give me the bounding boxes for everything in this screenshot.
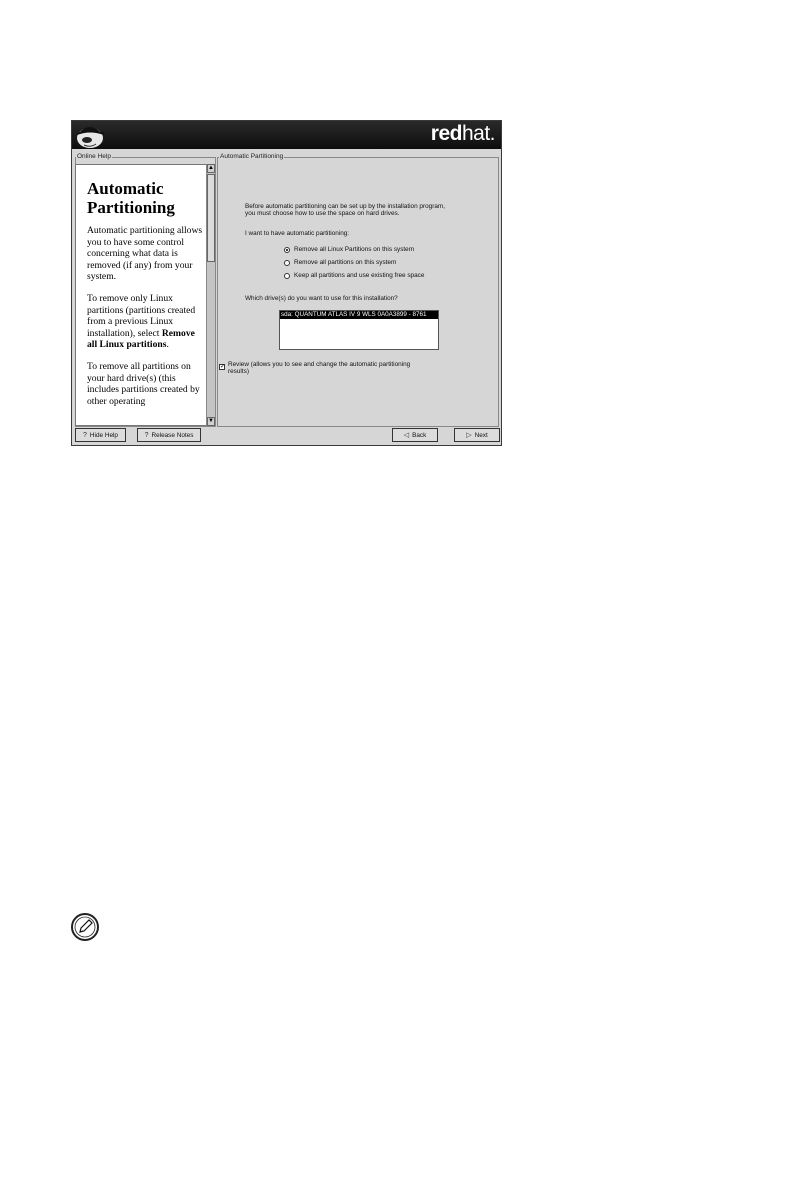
intro-text-line1: Before automatic partitioning can be set up by the installation program,: [245, 203, 446, 210]
help-text-area[interactable]: [75, 164, 210, 426]
scroll-down-arrow-icon[interactable]: ▼: [208, 418, 214, 424]
partitioning-group-label: Automatic Partitioning: [220, 153, 284, 160]
question-icon: ?: [144, 431, 149, 439]
review-label-line1[interactable]: Review (allows you to see and change the automatic partitioning: [228, 361, 411, 368]
back-arrow-icon: ◁: [403, 432, 410, 439]
next-label: Next: [474, 431, 488, 439]
help-p2-text: To remove only Linux partitions (partitions created from a previous Linux installation), select: [87, 292, 196, 339]
scroll-thumb[interactable]: [207, 174, 215, 262]
next-arrow-icon: ▷: [466, 432, 472, 439]
question-icon: ?: [83, 431, 87, 439]
scroll-up-arrow-icon[interactable]: ▲: [208, 165, 214, 171]
intro-text-line2: you must choose how to use the space on hard drives.: [245, 210, 400, 217]
banner: [72, 121, 501, 149]
help-p2-end: .: [166, 339, 169, 351]
option-remove-all-label[interactable]: Remove all partitions on this system: [294, 259, 397, 266]
help-title: Automatic Partitioning: [87, 179, 175, 217]
release-notes-label: Release Notes: [151, 431, 194, 439]
option-keep-all-label[interactable]: Keep all partitions and use existing free space: [294, 272, 425, 279]
hide-help-label: Hide Help: [89, 431, 118, 439]
hide-help-button[interactable]: [75, 428, 126, 442]
redhat-brand: [431, 122, 495, 146]
brand-part2: hat.: [461, 122, 495, 145]
release-notes-button[interactable]: [137, 428, 201, 442]
radio-keep-all[interactable]: [284, 273, 290, 279]
partitioning-frame: [217, 157, 499, 427]
review-checkbox[interactable]: ✓: [220, 364, 226, 370]
radio-remove-all[interactable]: [284, 260, 290, 266]
shadowman-logo-icon: [74, 121, 108, 149]
help-group-label: Online Help: [77, 153, 111, 160]
help-paragraph-2: [87, 293, 207, 351]
option-remove-linux-label[interactable]: Remove all Linux Partitions on this system: [294, 246, 415, 253]
help-paragraph-1: Automatic partitioning allows you to have some control concerning what data is removed (if any) from your system.: [87, 225, 203, 283]
help-paragraph-3: To remove all partitions on your hard drive(s) (this includes partitions created by other operating: [87, 360, 200, 407]
help-p2-bold: Remove all Linux partitions: [87, 327, 195, 351]
drive-item[interactable]: sda: QUANTUM ATLAS IV 9 WLS 0A0A3899 - 8761: [280, 311, 438, 319]
back-button[interactable]: [392, 428, 438, 442]
drive-list[interactable]: [279, 310, 439, 350]
radio-remove-linux[interactable]: [284, 247, 290, 253]
help-scrollbar[interactable]: [206, 164, 215, 426]
back-label: Back: [412, 431, 427, 439]
installer-window: [71, 120, 502, 446]
drives-label: Which drive(s) do you want to use for this installation?: [245, 295, 398, 302]
want-label: I want to have automatic partitioning:: [245, 230, 350, 237]
brand-part1: red: [430, 122, 462, 145]
next-button[interactable]: [454, 428, 500, 442]
review-label-line2[interactable]: results): [228, 368, 249, 375]
pen-note-icon: [70, 912, 100, 942]
